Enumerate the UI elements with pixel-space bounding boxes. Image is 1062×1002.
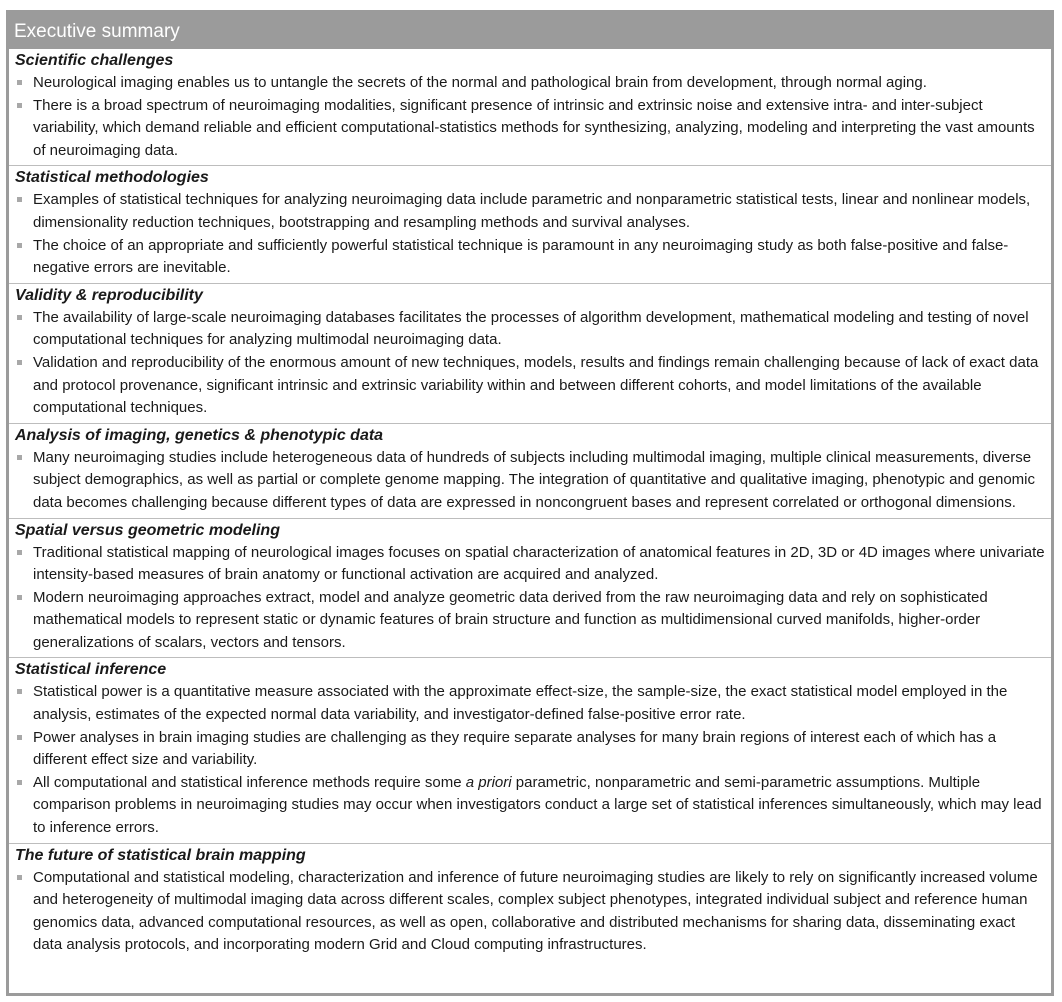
list-item xyxy=(15,352,1045,420)
bullet-list xyxy=(15,542,1045,655)
bullet-text-after: parametric, nonparametric and semi-parametric assumptions. Multiple comparison problems in neuroimaging studies may occur when investigators conduct a large set of statistical inferences simultaneously, which may lead to inference errors. xyxy=(33,773,1042,837)
bullet-text: Traditional statistical mapping of neurological images focuses on spatial characterization of anatomical features in 2D, 3D or 4D images where univariate intensity-based measures of brain anatomy or functional activation are acquired and analyzed. xyxy=(33,543,1045,584)
section-statistical-methodologies xyxy=(9,165,1051,282)
section-statistical-inference xyxy=(9,657,1051,842)
square-bullet-icon xyxy=(17,197,22,202)
list-item xyxy=(15,772,1045,840)
square-bullet-icon xyxy=(17,595,22,600)
bullet-text: Computational and statistical modeling, characterization and inference of future neuroimaging studies are likely to rely on significantly increased volume and heterogeneity of multimodal imaging data across different scales, complex subject phenotypes, integrated individual subject and reference human genomics data, advanced computational resources, as well as open, collaborative and distributed mechanisms for sharing data, disseminating exact data analysis protocols, and incorporating modern Grid and Cloud computing infrastructures. xyxy=(33,868,1038,954)
executive-summary-box xyxy=(6,10,1054,996)
square-bullet-icon xyxy=(17,735,22,740)
bullet-text-italic: a priori xyxy=(465,773,512,791)
box-title: Executive summary xyxy=(9,13,1051,49)
bullet-list xyxy=(15,867,1045,957)
section-heading: Scientific challenges xyxy=(15,52,174,69)
list-item xyxy=(15,72,1045,95)
bullet-text: Many neuroimaging studies include heterogeneous data of hundreds of subjects including multimodal imaging, multiple clinical measurements, diverse subject demographics, as well as partial or complete genome mapping. The integration of quantitative and qualitative imaging, phenotypic and genomic data becomes challenging because different types of data are expressed in noncongruent bases and represent correlated or orthogonal dimensions. xyxy=(33,448,1035,511)
list-item xyxy=(15,587,1045,655)
bullet-list xyxy=(15,72,1045,162)
square-bullet-icon xyxy=(17,360,22,365)
list-item xyxy=(15,867,1045,957)
bullet-text: Neurological imaging enables us to untangle the secrets of the normal and pathological brain from development, through normal aging. xyxy=(33,74,927,91)
section-heading: Statistical methodologies xyxy=(15,169,209,187)
list-item xyxy=(15,542,1045,587)
bullet-text: There is a broad spectrum of neuroimaging modalities, significant presence of intrinsic and extrinsic noise and extensive intra- and inter-subject variability, which demand reliable and efficient computational-statistics methods for synthesizing, analyzing, modeling and interpreting the vast amounts of neuroimaging data. xyxy=(33,96,1035,159)
bullet-text: The choice of an appropriate and sufficiently powerful statistical technique is paramount in any neuroimaging study as both false-positive and false-negative errors are inevitable. xyxy=(33,236,1009,277)
section-heading: Statistical inference xyxy=(15,661,167,679)
list-item xyxy=(15,95,1045,163)
bullet-text: Power analyses in brain imaging studies are challenging as they require separate analyses for many brain regions of interest each of which has a different effect size and variability. xyxy=(33,728,997,769)
section-heading: Analysis of imaging, genetics & phenotypic data xyxy=(15,426,384,444)
square-bullet-icon xyxy=(17,689,22,694)
bullet-text: Statistical power is a quantitative measure associated with the approximate effect-size, the sample-size, the exact statistical model employed in the analysis, estimates of the expected normal data variability, and investigator-defined false-positive error rate. xyxy=(33,683,1008,724)
section-spatial-geometric-modeling xyxy=(9,518,1051,658)
bullet-list xyxy=(15,189,1045,279)
square-bullet-icon xyxy=(17,103,22,108)
list-item xyxy=(15,727,1045,772)
bullet-list xyxy=(15,681,1045,839)
section-future-brain-mapping xyxy=(9,843,1051,960)
square-bullet-icon xyxy=(17,315,22,320)
square-bullet-icon xyxy=(17,80,22,85)
square-bullet-icon xyxy=(17,550,22,555)
list-item xyxy=(15,235,1045,280)
list-item xyxy=(15,307,1045,352)
bullet-list xyxy=(15,307,1045,420)
square-bullet-icon xyxy=(17,875,22,880)
bullet-text: The availability of large-scale neuroimaging databases facilitates the processes of algorithm development, mathematical modeling and testing of novel computational techniques for analyzing multimodal neuroimaging data. xyxy=(33,308,1029,349)
list-item xyxy=(15,681,1045,726)
square-bullet-icon xyxy=(17,243,22,248)
square-bullet-icon xyxy=(17,455,22,460)
bullet-text: Validation and reproducibility of the enormous amount of new techniques, models, results and findings remain challenging because of lack of exact data and protocol provenance, significant intrinsic and extrinsic variability within and between different cohorts, and model limitations of the available computational techniques. xyxy=(33,353,1039,417)
list-item xyxy=(15,447,1045,515)
section-scientific-challenges xyxy=(9,49,1051,165)
section-heading: The future of statistical brain mapping xyxy=(15,846,306,864)
section-heading: Spatial versus geometric modeling xyxy=(15,521,280,539)
bullet-text: Examples of statistical techniques for analyzing neuroimaging data include parametric and nonparametric statistical tests, linear and nonlinear models, dimensionality reduction techniques, bootstrapping and resampling methods and survival analyses. xyxy=(33,191,1031,231)
section-heading: Validity & reproducibility xyxy=(15,286,203,304)
list-item xyxy=(15,189,1045,234)
bullet-list xyxy=(15,447,1045,515)
bullet-text: Modern neuroimaging approaches extract, model and analyze geometric data derived from the raw neuroimaging data and rely on sophisticated mathematical models to represent static or dynamic features of brain structure and function as multidimensional curved manifolds, higher-order generalizations of scalars, vectors and tensors. xyxy=(33,588,988,651)
section-imaging-genetics-phenotypic xyxy=(9,423,1051,518)
square-bullet-icon xyxy=(17,780,22,785)
section-validity-reproducibility xyxy=(9,283,1051,423)
bullet-text-before: All computational and statistical inference methods require some xyxy=(33,773,466,791)
